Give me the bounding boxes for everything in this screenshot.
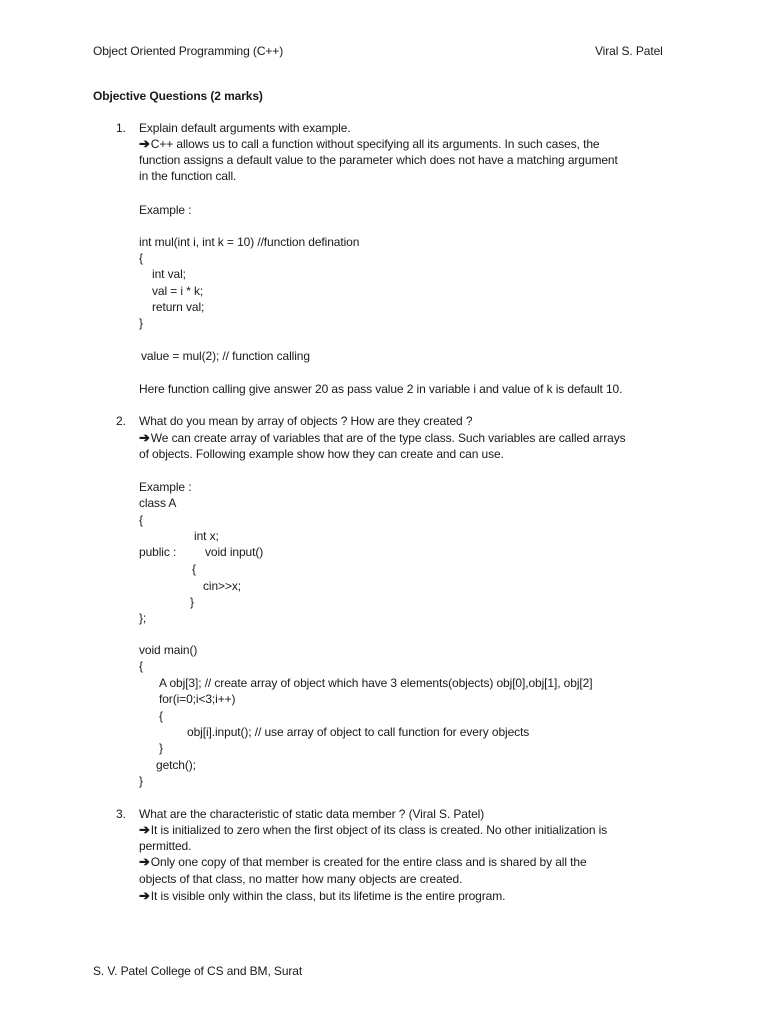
answer-line: function assigns a default value to the parameter which does not have a matching argument xyxy=(139,153,618,167)
code-line: getch(); xyxy=(156,758,196,772)
page-footer: S. V. Patel College of CS and BM, Surat xyxy=(93,964,303,978)
code-line: int x; xyxy=(194,529,219,543)
code-line: A obj[3]; // create array of object which have 3 elements(objects) obj[0],obj[1], obj[2] xyxy=(159,676,593,690)
arrow-icon: ➔ xyxy=(139,854,150,869)
code-line: value = mul(2); // function calling xyxy=(141,349,310,363)
code-line: }; xyxy=(139,611,147,625)
code-line: for(i=0;i<3;i++) xyxy=(159,692,236,706)
code-line: int val; xyxy=(152,267,186,281)
arrow-icon: ➔ xyxy=(139,822,150,837)
question-number: 2. xyxy=(116,414,126,428)
question-text: Explain default arguments with example. xyxy=(139,121,351,135)
answer-line: permitted. xyxy=(139,839,192,853)
answer-line xyxy=(139,855,587,869)
code-line: cin>>x; xyxy=(203,579,241,593)
code-line: } xyxy=(139,774,143,788)
answer-line xyxy=(139,889,505,903)
example-label: Example : xyxy=(139,480,192,494)
code-line: class A xyxy=(139,496,177,510)
answer-text: We can create array of variables that are of the type class. Such variables are called arrays xyxy=(150,431,626,445)
code-line: { xyxy=(139,251,143,265)
answer-line: of objects. Following example show how they can create and can use. xyxy=(139,447,504,461)
code-line: void input() xyxy=(205,545,264,559)
question-text: What do you mean by array of objects ? How are they created ? xyxy=(139,414,473,428)
code-line: { xyxy=(192,562,196,576)
answer-text: It is visible only within the class, but its lifetime is the entire program. xyxy=(150,889,506,903)
code-line: { xyxy=(159,709,163,723)
header-author: Viral S. Patel xyxy=(595,44,663,58)
code-line: } xyxy=(159,741,163,755)
answer-text: Only one copy of that member is created for the entire class and is shared by all the xyxy=(150,855,587,869)
code-line: } xyxy=(139,316,143,330)
answer-line xyxy=(139,823,607,837)
arrow-icon: ➔ xyxy=(139,888,150,903)
answer-text: It is initialized to zero when the first object of its class is created. No other initialization is xyxy=(150,823,608,837)
code-line: { xyxy=(139,513,143,527)
answer-line xyxy=(139,431,626,445)
code-line: return val; xyxy=(152,300,205,314)
question-number: 3. xyxy=(116,807,126,821)
code-line: { xyxy=(139,659,143,673)
code-line: int mul(int i, int k = 10) //function defination xyxy=(139,235,360,249)
example-label: Example : xyxy=(139,203,192,217)
code-line: val = i * k; xyxy=(152,284,204,298)
answer-line: in the function call. xyxy=(139,169,237,183)
code-line: void main() xyxy=(139,643,198,657)
section-title: Objective Questions (2 marks) xyxy=(93,89,263,103)
answer-text: C++ allows us to call a function without specifying all its arguments. In such cases, the xyxy=(150,137,600,151)
question-number: 1. xyxy=(116,121,126,135)
arrow-icon: ➔ xyxy=(139,136,150,151)
header-title: Object Oriented Programming (C++) xyxy=(93,44,284,58)
answer-line: objects of that class, no matter how many objects are created. xyxy=(139,872,463,886)
code-line: public : xyxy=(139,545,177,559)
code-line: obj[i].input(); // use array of object to call function for every objects xyxy=(187,725,530,739)
code-line: } xyxy=(190,595,194,609)
explanation-text: Here function calling give answer 20 as pass value 2 in variable i and value of k is default 10. xyxy=(139,382,623,396)
question-text: What are the characteristic of static data member ? (Viral S. Patel) xyxy=(139,807,485,821)
answer-line xyxy=(139,137,599,151)
arrow-icon: ➔ xyxy=(139,430,150,445)
